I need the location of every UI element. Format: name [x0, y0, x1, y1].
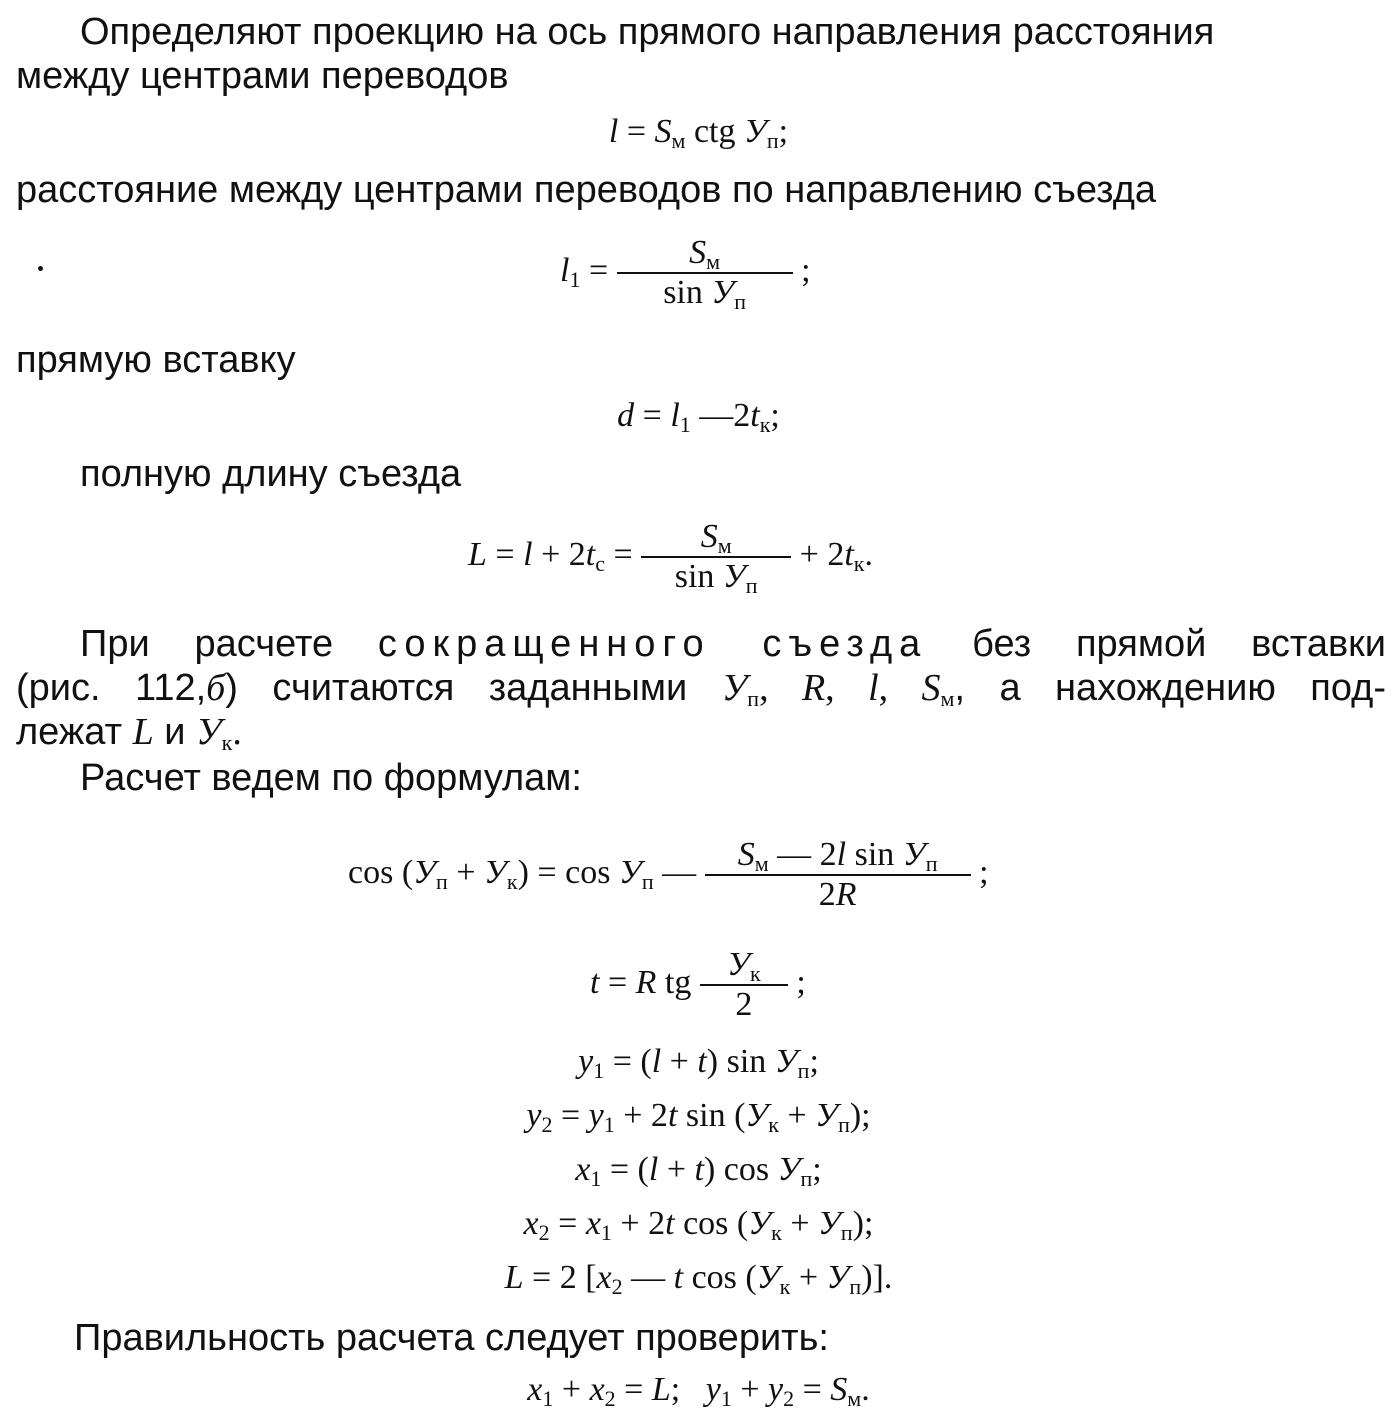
formula-y2: $y_2 = y_1 + 2t$ $\sin (У_к + У_п)$;	[526, 1097, 871, 1137]
paragraph-line: лежат L и $У_к$.	[16, 711, 242, 755]
paragraph-line: между центрами переводов	[16, 55, 509, 97]
formula-L2: L = 2 [$x_2$ — t $\cos (У_к + У_п)$].	[504, 1259, 893, 1299]
stray-dot	[38, 266, 43, 271]
formula-x1: $x_1 = (l + t)$ $\cos У_п$;	[575, 1151, 822, 1191]
formula-d: $d = l_1$ $—2t_к$;	[617, 397, 780, 437]
paragraph-line: Правильность расчета следует проверить:	[74, 1317, 829, 1359]
formula-t: t = R tg $\frac{У_к}{2}$ ;	[590, 946, 806, 1023]
formula-l1: $l_1$ = $\frac{S_м}{\sin У_п}$ ;	[560, 234, 811, 314]
formula-cos: $\cos (У_п + У_к) = \cos У_п$ — $\frac{S_м — 2l \sin У_п}{2R}$ ;	[348, 836, 989, 913]
paragraph-line: Определяют проекцию на ось прямого направления расстояния	[80, 11, 1215, 53]
paragraph-line: При расчете сокращенного съезда без прямой вставки	[80, 623, 1387, 665]
paragraph-line: (рис. 112,б) считаются заданными $У_п$, R, l, $S_м$, а нахождению под-	[16, 667, 1387, 711]
paragraph-line: полную длину съезда	[80, 453, 462, 495]
paragraph-line: расстояние между центрами переводов по направлению съезда	[16, 169, 1157, 211]
paragraph-line: Расчет ведем по формулам:	[80, 757, 582, 799]
formula-l: $l = S_м$ ctg $У_п$;	[608, 113, 789, 153]
paragraph-line: прямую вставку	[16, 339, 296, 381]
formula-check: $x_1 + x_2 = L$; $y_1 + y_2 = S_м$.	[527, 1371, 870, 1411]
formula-L: $L = l + 2t_с$ = $\frac{S_м}{\sin У_п}$ + $2t_к$.	[468, 518, 873, 598]
formula-x2: $x_2 = x_1 + 2t$ $\cos (У_к + У_п)$;	[523, 1205, 874, 1245]
formula-y1: $y_1 = (l + t)$ $\sin У_п$;	[578, 1043, 819, 1083]
